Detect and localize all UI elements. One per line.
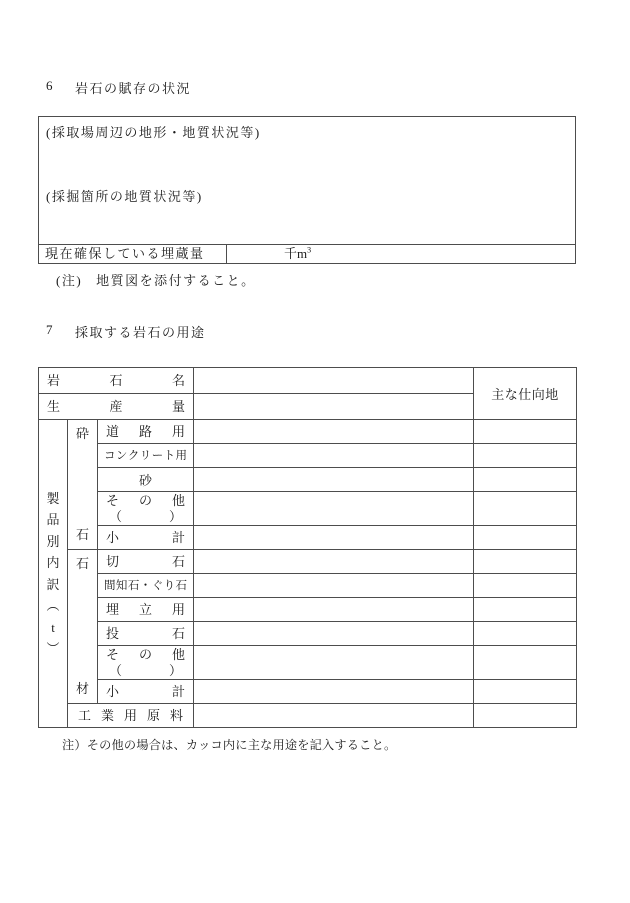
production-label: 生 産 量	[47, 398, 186, 414]
note6-text: 地質図を添付すること。	[96, 273, 256, 288]
reserve-row	[39, 245, 575, 263]
rock-usage-table	[38, 367, 577, 728]
note6-label: (注)	[56, 273, 83, 288]
destination-cell	[474, 646, 577, 680]
value-cell	[194, 574, 474, 598]
value-cell	[194, 704, 474, 728]
destination-cell	[474, 550, 577, 574]
row-label-subtotal-1: 小 計	[98, 526, 194, 550]
row-label-road: 道 路 用	[98, 420, 194, 444]
surroundings-geology-label: (採取場周辺の地形・地質状況等)	[46, 125, 261, 140]
value-cell	[194, 598, 474, 622]
excavation-geology-label: (採掘箇所の地質状況等)	[46, 189, 203, 204]
section7-note: 注）その他の場合は、カッコ内に主な用途を記入すること。	[62, 738, 397, 752]
destination-cell	[474, 680, 577, 704]
value-cell	[194, 468, 474, 492]
destination-cell	[474, 526, 577, 550]
section7-number: 7	[46, 322, 53, 337]
destination-cell	[474, 444, 577, 468]
rock-name-value-cell	[194, 368, 474, 394]
destination-cell	[474, 492, 577, 526]
reserve-unit-exponent: 3	[307, 245, 312, 255]
section6-heading	[46, 78, 191, 97]
destination-cell	[474, 704, 577, 728]
row-label-other-1: そ の 他 （ ）	[98, 492, 194, 526]
value-cell	[194, 444, 474, 468]
row-label-sand: 砂	[98, 468, 194, 492]
geology-description-area	[39, 117, 575, 245]
stone-material-group-label: 石 材	[75, 556, 89, 696]
rock-name-label-cell	[39, 368, 194, 394]
section6-title: 岩石の賦存の状況	[75, 81, 192, 96]
crushed-stone-group-cell	[68, 420, 98, 550]
value-cell	[194, 680, 474, 704]
row-label-landfill: 埋 立 用	[98, 598, 194, 622]
section6-note	[56, 270, 256, 289]
row-label-riprap: 投 石	[98, 622, 194, 646]
production-label-cell	[39, 394, 194, 420]
product-breakdown-axis-label: 製 品 別 内 訳 ︵ t ︶	[46, 490, 60, 656]
value-cell	[194, 646, 474, 680]
reserve-unit: 千$m^3$	[284, 245, 312, 261]
value-cell	[194, 526, 474, 550]
crushed-stone-group-label: 砕 石	[75, 426, 89, 542]
row-label-other-2: そ の 他 （ ）	[98, 646, 194, 680]
product-breakdown-axis-cell	[39, 420, 68, 728]
destination-header: 主な仕向地	[474, 368, 577, 420]
reserve-label: 現在確保している埋蔵量	[39, 245, 227, 263]
destination-cell	[474, 598, 577, 622]
row-label-kenchi-guri: 間 知 石 ・ ぐ り 石	[98, 574, 194, 598]
value-cell	[194, 420, 474, 444]
row-label-concrete: コ ン ク リ ー ト 用	[98, 444, 194, 468]
section7-heading	[46, 322, 206, 341]
row-label-industrial-raw: 工 業 用 原 料	[68, 704, 194, 728]
row-label-cut-stone: 切 石	[98, 550, 194, 574]
reserve-value-cell	[227, 245, 575, 263]
value-cell	[194, 622, 474, 646]
production-value-cell	[194, 394, 474, 420]
destination-cell	[474, 420, 577, 444]
destination-cell	[474, 622, 577, 646]
value-cell	[194, 550, 474, 574]
rock-name-label: 岩 石 名	[47, 372, 186, 388]
section6-number: 6	[46, 78, 53, 93]
destination-cell	[474, 574, 577, 598]
section7-title: 採取する岩石の用途	[75, 325, 206, 340]
destination-cell	[474, 468, 577, 492]
value-cell	[194, 492, 474, 526]
stone-material-group-cell	[68, 550, 98, 704]
row-label-subtotal-2: 小 計	[98, 680, 194, 704]
geology-status-box	[38, 116, 576, 264]
